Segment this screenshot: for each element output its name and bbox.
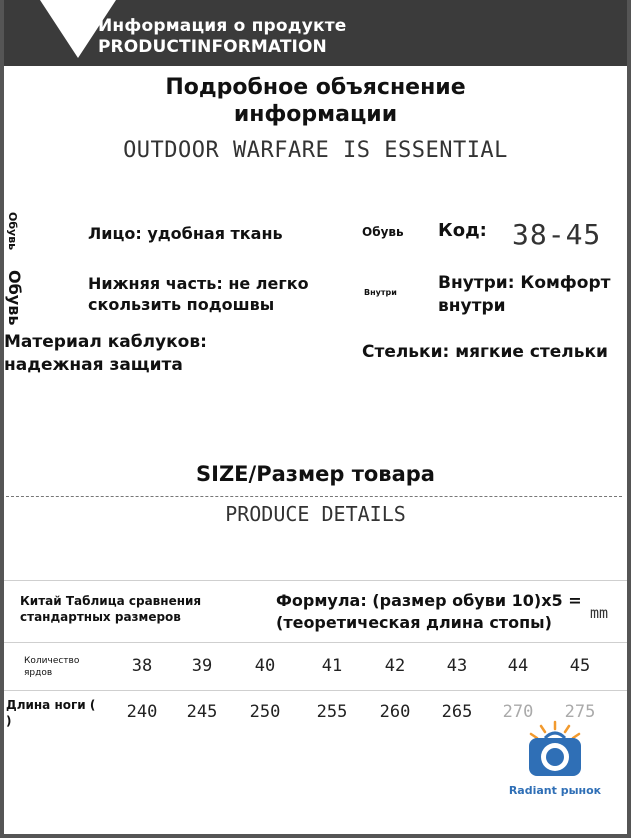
china-table-label-line2: стандартных размеров bbox=[20, 610, 181, 624]
header-bar bbox=[0, 0, 631, 66]
feature-upper: Лицо: удобная ткань bbox=[88, 224, 283, 243]
length-cell: 260 bbox=[379, 702, 411, 722]
table-top-rule bbox=[4, 580, 627, 581]
feature-sole bbox=[88, 273, 309, 315]
feature-inner-line1: Внутри: Комфорт bbox=[438, 273, 611, 293]
length-cell: 245 bbox=[186, 702, 218, 722]
length-cell: 270 bbox=[502, 702, 534, 722]
inner-small-label: Внутри bbox=[364, 288, 397, 297]
feature-sole-line2: скользить подошвы bbox=[88, 295, 275, 314]
formula bbox=[276, 590, 582, 634]
watermark-text: Radiant рынок bbox=[508, 784, 602, 797]
length-cell: 250 bbox=[249, 702, 281, 722]
length-cell: 265 bbox=[441, 702, 473, 722]
table-row1-rule bbox=[4, 642, 627, 643]
size-title: SIZE/Размер товара bbox=[196, 462, 435, 486]
size-cell: 43 bbox=[446, 656, 468, 676]
watermark-logo bbox=[505, 718, 605, 798]
unit-label: mm bbox=[590, 604, 609, 622]
feature-heel-line1: Материал каблуков: bbox=[4, 332, 207, 352]
row1-label bbox=[24, 655, 79, 679]
feature-insole: Стельки: мягкие стельки bbox=[362, 342, 608, 362]
size-subtitle: PRODUCE DETAILS bbox=[225, 502, 406, 526]
china-table-label-line1: Китай Таблица сравнения bbox=[20, 594, 202, 608]
feature-heel-line2: надежная защита bbox=[4, 355, 183, 375]
detail-subtitle: OUTDOOR WARFARE IS ESSENTIAL bbox=[123, 138, 508, 163]
size-cell: 39 bbox=[191, 656, 213, 676]
length-cell: 240 bbox=[126, 702, 158, 722]
row1-label-line2: ярдов bbox=[24, 668, 53, 678]
size-cell: 41 bbox=[321, 656, 343, 676]
detail-title-line2: информации bbox=[233, 102, 398, 127]
length-cell: 255 bbox=[316, 702, 348, 722]
side-label-shoe-2: Обувь bbox=[5, 270, 24, 326]
size-cell: 40 bbox=[254, 656, 276, 676]
shopping-bag-icon bbox=[505, 718, 605, 780]
row2-label-line1: Длина ноги ( bbox=[6, 698, 96, 712]
feature-inner-line2: внутри bbox=[438, 296, 506, 316]
feature-inner bbox=[438, 272, 610, 318]
feature-sole-line1: Нижняя часть: не легко bbox=[88, 274, 309, 293]
code-label: Код: bbox=[438, 220, 487, 241]
detail-title-line1: Подробное объяснение bbox=[165, 75, 466, 100]
size-cell: 45 bbox=[569, 656, 591, 676]
formula-line2: (теоретическая длина стопы) bbox=[276, 613, 552, 632]
row2-label bbox=[6, 697, 95, 729]
code-value: 38-45 bbox=[512, 218, 602, 251]
row2-label-line2: ) bbox=[6, 714, 12, 728]
formula-line1: Формула: (размер обуви 10)x5 = bbox=[276, 591, 582, 610]
table-row2-rule bbox=[4, 690, 627, 691]
size-cell: 44 bbox=[507, 656, 529, 676]
side-label-shoe-1: Обувь bbox=[6, 212, 19, 251]
china-table-label bbox=[20, 593, 201, 625]
detail-title bbox=[0, 74, 631, 128]
size-divider bbox=[6, 496, 622, 497]
feature-heel bbox=[4, 331, 207, 377]
header-title-en: PRODUCTINFORMATION bbox=[98, 37, 327, 57]
code-small-label: Обувь bbox=[362, 225, 404, 239]
row1-label-line1: Количество bbox=[24, 656, 80, 666]
header-title-ru: Информация о продукте bbox=[98, 16, 347, 36]
length-cell: 275 bbox=[564, 702, 596, 722]
size-cell: 42 bbox=[384, 656, 406, 676]
size-cell: 38 bbox=[131, 656, 153, 676]
